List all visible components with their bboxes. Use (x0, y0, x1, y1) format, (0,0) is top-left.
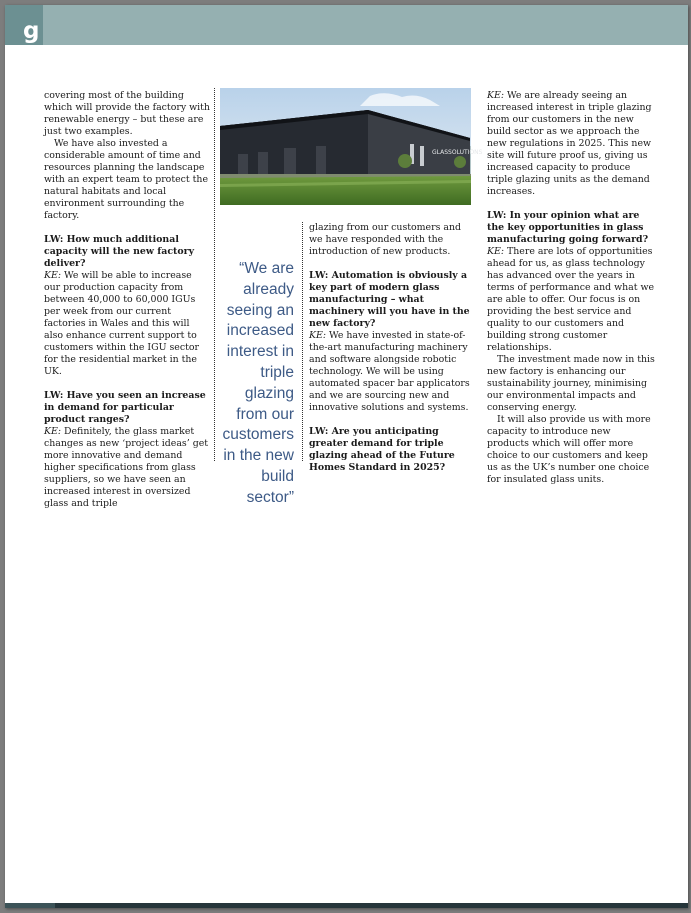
answer-prefix: KE: (309, 330, 327, 341)
article-column-4 (487, 90, 655, 486)
answer-text: We will be able to increase our production capacity from between 40,000 to 60,000 IGUs per week from our current factories in Wales and this will also enhance current support to customers within the IGU sector for the residential market in the UK. (44, 270, 199, 377)
answer-prefix: KE: (44, 426, 62, 437)
paragraph: It will also provide us with more capacity to introduce new products which will offer more choice to our customers and keep us as the UK’s number one choice for insulated glass units. (487, 414, 651, 485)
interview-question: LW: In your opinion what are the key opportunities in glass manufacturing going forward? (487, 210, 649, 245)
building-sign: GLASSOLUTIONS (432, 149, 483, 156)
interview-question: LW: How much additional capacity will the new factory deliver? (44, 234, 195, 269)
interview-answer (487, 90, 655, 198)
answer-text: There are lots of opportunities ahead for us, as glass technology has advanced over the years in terms of performance and what we are able to offer. Our focus is on providing the best service and quality to our customers and building strong customer relationships. (487, 246, 655, 353)
answer-text: We have invested in state-of-the-art manufacturing machinery and software alongside robotic technology. We will be using automated spacer bar applicators and we are sourcing new and innovative solutions and systems. (309, 330, 470, 413)
article-column-1 (44, 90, 210, 510)
logo-letter: g (23, 18, 40, 44)
column-divider (302, 222, 303, 461)
article-column-3 (309, 222, 475, 474)
interview-question: LW: Are you anticipating greater demand for triple glazing ahead of the Future Homes Standard in 2025? (309, 426, 455, 473)
pull-quote: “We are already seeing an increased interest in triple glazing from our customers in the new build sector” (222, 260, 294, 506)
footer-accent (5, 903, 55, 908)
footer-band (5, 903, 688, 908)
paragraph: glazing from our customers and we have responded with the introduction of new products. (309, 222, 462, 257)
answer-prefix: KE: (487, 90, 505, 101)
logo-box (5, 5, 43, 45)
interview-question: LW: Automation is obviously a key part of modern glass manufacturing – what machinery will you have in the new factory? (309, 270, 470, 329)
paragraph: We have also invested a considerable amount of time and resources planning the landscape with an expert team to protect the natural habitats and local environment surrounding the factory. (44, 138, 208, 221)
interview-answer (309, 330, 475, 414)
header-band (5, 5, 688, 45)
factory-photo (220, 88, 483, 205)
factory-illustration (220, 88, 483, 205)
answer-text: We are already seeing an increased interest in triple glazing from our customers in the new build sector as we approach the new regulations in 2025. This new site will future proof us, giving us increased capacity to produce triple glazing units as the demand increases. (487, 90, 652, 197)
interview-question: LW: Have you seen an increase in demand for particular product ranges? (44, 390, 206, 425)
answer-prefix: KE: (44, 270, 62, 281)
interview-answer (44, 270, 210, 378)
magazine-page (5, 5, 688, 908)
answer-text: Definitely, the glass market changes as new ‘project ideas’ get more innovative and demand higher specifications from glass suppliers, so we have seen an increased interest in oversized glass and triple (44, 426, 209, 509)
interview-answer (487, 246, 655, 354)
interview-answer (44, 426, 210, 510)
paragraph: covering most of the building which will provide the factory with renewable energy – but these are just two examples. (44, 90, 210, 137)
paragraph: The investment made now in this new factory is enhancing our sustainability journey, minimising our environmental impacts and conserving energy. (487, 354, 655, 413)
answer-prefix: KE: (487, 246, 505, 257)
